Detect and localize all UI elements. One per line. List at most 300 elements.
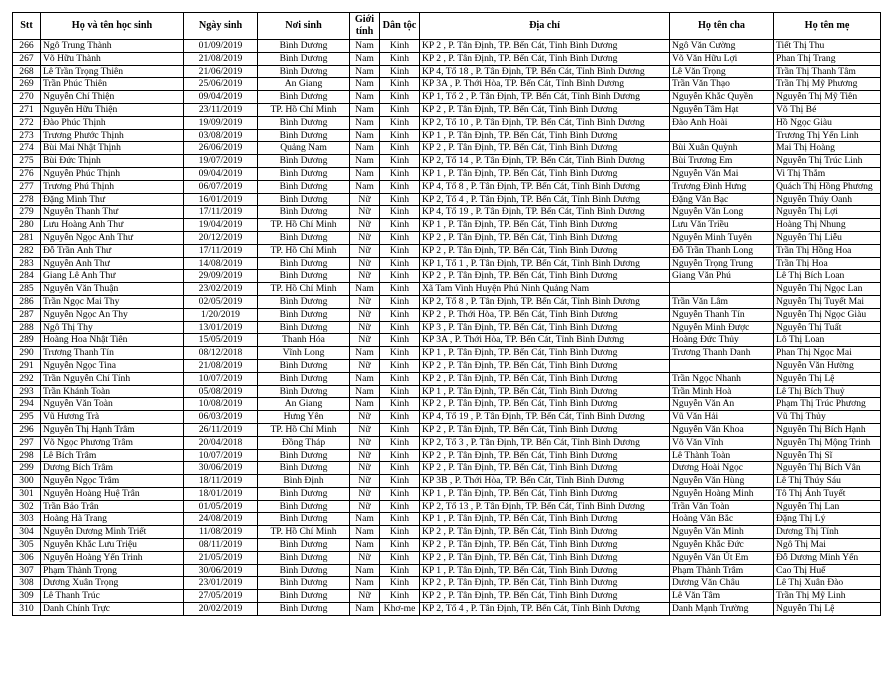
table-header [13,13,881,40]
header-row [13,13,881,40]
cell-student-name: Trần Nguyễn Chí Tính [41,372,184,385]
cell-birth-date: 27/05/2019 [184,590,258,603]
table-row [13,180,881,193]
cell-student-name: Nguyễn Hữu Thiện [41,103,184,116]
cell-mother-name: Lô Thị Loan [774,334,881,347]
cell-gender: Nữ [350,359,380,372]
cell-father-name: Nguyễn Văn Minh [670,526,774,539]
cell-birth-place: Thanh Hóa [258,334,350,347]
cell-gender: Nam [350,398,380,411]
cell-father-name: Nguyễn Khắc Đức [670,539,774,552]
cell-birth-place: Bình Dương [258,577,350,590]
cell-mother-name: Hoàng Thị Nhung [774,219,881,232]
cell-birth-place: Bình Dương [258,193,350,206]
cell-gender: Nam [350,347,380,360]
cell-gender: Nam [350,103,380,116]
cell-ethnicity: Kinh [380,539,420,552]
cell-stt: 275 [13,155,41,168]
cell-birth-place: Bình Dương [258,180,350,193]
cell-ethnicity: Kinh [380,500,420,513]
cell-stt: 280 [13,219,41,232]
cell-gender: Nữ [350,193,380,206]
cell-student-name: Bùi Mai Nhật Thịnh [41,142,184,155]
cell-address: KP 2 , P. Tân Định, TP. Bến Cát, Tỉnh Bình Dương [420,359,670,372]
cell-ethnicity: Kinh [380,577,420,590]
cell-student-name: Nguyễn Thị Hạnh Trâm [41,423,184,436]
cell-mother-name: Tiết Thị Thu [774,40,881,53]
cell-stt: 282 [13,244,41,257]
cell-stt: 281 [13,231,41,244]
cell-mother-name: Quách Thị Hồng Phương [774,180,881,193]
cell-mother-name: Dương Thị Tính [774,526,881,539]
cell-father-name: Danh Mạnh Trường [670,603,774,616]
cell-address: KP 2, Tổ 4 , P. Tân Định, TP. Bến Cát, Tỉnh Bình Dương [420,603,670,616]
table-row [13,219,881,232]
cell-mother-name: Lê Thị Thúy Sáu [774,475,881,488]
cell-address: KP 2 , P. Tân Định, TP. Bến Cát, Tỉnh Bình Dương [420,577,670,590]
cell-birth-place: Bình Dương [258,487,350,500]
cell-gender: Nữ [350,244,380,257]
cell-student-name: Nguyễn Ngọc Anh Thư [41,231,184,244]
cell-gender: Nam [350,539,380,552]
cell-stt: 300 [13,475,41,488]
cell-birth-place: Hưng Yên [258,411,350,424]
cell-birth-place: Bình Dương [258,167,350,180]
cell-ethnicity: Kinh [380,411,420,424]
table-row [13,167,881,180]
cell-address: KP 2 , P. Tân Định, TP. Bến Cát, Tỉnh Bình Dương [420,526,670,539]
cell-gender: Nữ [350,219,380,232]
cell-gender: Nam [350,78,380,91]
cell-birth-date: 26/11/2019 [184,423,258,436]
cell-address: KP 1 , P. Tân Định, TP. Bến Cát, Tỉnh Bình Dương [420,129,670,142]
cell-birth-date: 03/08/2019 [184,129,258,142]
cell-birth-date: 02/05/2019 [184,295,258,308]
cell-birth-date: 06/07/2019 [184,180,258,193]
cell-birth-place: Bình Định [258,475,350,488]
cell-stt: 304 [13,526,41,539]
cell-gender: Nam [350,577,380,590]
cell-birth-place: An Giang [258,78,350,91]
cell-ethnicity: Kinh [380,385,420,398]
cell-birth-date: 24/08/2019 [184,513,258,526]
cell-stt: 296 [13,423,41,436]
cell-ethnicity: Kinh [380,129,420,142]
cell-ethnicity: Kinh [380,347,420,360]
cell-address: KP 3 , P. Tân Định, TP. Bến Cát, Tỉnh Bình Dương [420,321,670,334]
cell-father-name: Đào Anh Hoài [670,116,774,129]
cell-ethnicity: Kinh [380,423,420,436]
cell-stt: 297 [13,436,41,449]
cell-stt: 307 [13,564,41,577]
cell-stt: 274 [13,142,41,155]
cell-mother-name: Nguyễn Thị Lợi [774,206,881,219]
cell-mother-name: Phạm Thị Trúc Phương [774,398,881,411]
table-row [13,295,881,308]
cell-address: KP 4, Tổ 19 , P. Tân Định, TP. Bến Cát, Tỉnh Bình Dương [420,206,670,219]
cell-student-name: Bùi Đức Thịnh [41,155,184,168]
cell-stt: 302 [13,500,41,513]
cell-birth-place: Quảng Nam [258,142,350,155]
cell-birth-place: Bình Dương [258,603,350,616]
cell-father-name: Trương Thanh Danh [670,347,774,360]
cell-ethnicity: Kinh [380,295,420,308]
cell-student-name: Hoàng Hà Trang [41,513,184,526]
cell-gender: Nữ [350,257,380,270]
cell-mother-name: Tô Thị Ánh Tuyết [774,487,881,500]
cell-student-name: Đỗ Trần Anh Thư [41,244,184,257]
cell-address: KP 2 , P. Tân Định, TP. Bến Cát, Tỉnh Bình Dương [420,590,670,603]
cell-birth-date: 26/06/2019 [184,142,258,155]
cell-address: KP 1 , P. Tân Định, TP. Bến Cát, Tỉnh Bình Dương [420,219,670,232]
cell-mother-name: Trần Thị Hoa [774,257,881,270]
cell-father-name: Nguyễn Tâm Hạt [670,103,774,116]
cell-student-name: Nguyễn Ngọc An Thy [41,308,184,321]
cell-stt: 272 [13,116,41,129]
cell-gender: Nam [350,65,380,78]
cell-birth-place: Bình Dương [258,372,350,385]
cell-student-name: Nguyễn Hoàng Yến Trinh [41,551,184,564]
cell-birth-place: Bình Dương [258,231,350,244]
table-row [13,231,881,244]
cell-gender: Nữ [350,436,380,449]
cell-ethnicity: Kinh [380,193,420,206]
cell-address: KP 2 , P. Tân Định, TP. Bến Cát, Tỉnh Bình Dương [420,244,670,257]
cell-ethnicity: Kinh [380,116,420,129]
cell-gender: Nữ [350,308,380,321]
table-row [13,500,881,513]
cell-birth-date: 08/12/2018 [184,347,258,360]
cell-student-name: Phạm Thành Trọng [41,564,184,577]
cell-mother-name: Nguyễn Thị Bích Vân [774,462,881,475]
cell-gender: Nam [350,513,380,526]
cell-address: KP 4, Tổ 19 , P. Tân Định, TP. Bến Cát, Tỉnh Bình Dương [420,411,670,424]
cell-stt: 273 [13,129,41,142]
cell-mother-name: Phan Thị Trang [774,52,881,65]
cell-mother-name: Lê Thị Xuân Đào [774,577,881,590]
cell-birth-place: Bình Dương [258,295,350,308]
cell-stt: 310 [13,603,41,616]
table-row [13,603,881,616]
cell-mother-name: Nguyễn Thúy Oanh [774,193,881,206]
cell-father-name: Lê Thành Toàn [670,449,774,462]
cell-student-name: Lê Trần Trọng Thiên [41,65,184,78]
cell-student-name: Trương Thanh Tín [41,347,184,360]
cell-birth-date: 21/05/2019 [184,551,258,564]
cell-ethnicity: Khơ-me [380,603,420,616]
cell-birth-date: 21/08/2019 [184,52,258,65]
cell-birth-date: 1/20/2019 [184,308,258,321]
cell-birth-date: 21/06/2019 [184,65,258,78]
cell-student-name: Ngô Thị Thy [41,321,184,334]
cell-ethnicity: Kinh [380,78,420,91]
cell-father-name: Nguyễn Minh Tuyên [670,231,774,244]
cell-mother-name: Trần Thị Thanh Tâm [774,65,881,78]
cell-address: KP 2 , P. Thới Hòa, TP. Bến Cát, Tỉnh Bình Dương [420,308,670,321]
cell-student-name: Nguyễn Anh Thư [41,257,184,270]
cell-student-name: Lê Thanh Trúc [41,590,184,603]
cell-mother-name: Phan Thị Ngọc Mai [774,347,881,360]
cell-mother-name: Vi Thị Thắm [774,167,881,180]
cell-address: KP 1 , P. Tân Định, TP. Bến Cát, Tỉnh Bình Dương [420,385,670,398]
table-row [13,539,881,552]
cell-stt: 299 [13,462,41,475]
cell-birth-date: 09/04/2019 [184,167,258,180]
cell-student-name: Ngô Trung Thành [41,40,184,53]
cell-mother-name: Nguyễn Thị Ngọc Giàu [774,308,881,321]
cell-birth-place: Bình Dương [258,564,350,577]
cell-student-name: Nguyễn Phúc Thịnh [41,167,184,180]
cell-student-name: Nguyễn Dương Minh Triết [41,526,184,539]
table-row [13,52,881,65]
cell-student-name: Trương Phước Thịnh [41,129,184,142]
cell-father-name: Võ Văn Vĩnh [670,436,774,449]
table-row [13,577,881,590]
cell-birth-date: 08/11/2019 [184,539,258,552]
cell-ethnicity: Kinh [380,155,420,168]
cell-ethnicity: Kinh [380,590,420,603]
cell-ethnicity: Kinh [380,206,420,219]
table-row [13,398,881,411]
table-row [13,257,881,270]
cell-student-name: Đào Phúc Thịnh [41,116,184,129]
cell-birth-date: 23/02/2019 [184,283,258,296]
header-ethnicity: Dân tộc [380,13,420,40]
cell-father-name: Nguyễn Văn Út Em [670,551,774,564]
table-row [13,487,881,500]
cell-father-name: Trần Minh Hoà [670,385,774,398]
table-row [13,462,881,475]
cell-birth-date: 19/07/2019 [184,155,258,168]
cell-mother-name: Vũ Thị Thủy [774,411,881,424]
cell-address: KP 2 , P. Tân Định, TP. Bến Cát, Tỉnh Bình Dương [420,52,670,65]
cell-birth-date: 30/06/2019 [184,564,258,577]
cell-father-name: Phạm Thành Trâm [670,564,774,577]
cell-student-name: Trần Phúc Thiên [41,78,184,91]
table-row [13,142,881,155]
cell-stt: 270 [13,91,41,104]
cell-gender: Nam [350,91,380,104]
cell-stt: 266 [13,40,41,53]
cell-father-name: Võ Văn Hữu Lợi [670,52,774,65]
table-row [13,40,881,53]
cell-stt: 293 [13,385,41,398]
cell-stt: 290 [13,347,41,360]
cell-father-name [670,283,774,296]
cell-address: KP 2 , P. Tân Định, TP. Bến Cát, Tỉnh Bình Dương [420,449,670,462]
cell-mother-name: Nguyễn Thị Tuất [774,321,881,334]
cell-father-name: Trần Văn Thạo [670,78,774,91]
cell-birth-place: Bình Dương [258,539,350,552]
cell-birth-place: Vĩnh Long [258,347,350,360]
cell-birth-date: 17/11/2019 [184,244,258,257]
cell-student-name: Danh Chính Trực [41,603,184,616]
cell-mother-name: Nguyễn Thị Bích Hạnh [774,423,881,436]
cell-father-name: Nguyễn Văn Hùng [670,475,774,488]
cell-birth-date: 10/07/2019 [184,449,258,462]
table-row [13,129,881,142]
cell-mother-name: Nguyễn Thị Tuyết Mai [774,295,881,308]
table-row [13,155,881,168]
cell-mother-name: Hồ Ngọc Giàu [774,116,881,129]
cell-address: KP 2, Tổ 8 , P. Tân Định, TP. Bến Cát, Tỉnh Bình Dương [420,295,670,308]
cell-address: KP 2 , P. Tân Định, TP. Bến Cát, Tỉnh Bình Dương [420,40,670,53]
cell-gender: Nữ [350,321,380,334]
cell-stt: 286 [13,295,41,308]
cell-father-name: Giang Văn Phú [670,270,774,283]
table-row [13,564,881,577]
cell-father-name: Nguyễn Khắc Quyền [670,91,774,104]
cell-father-name [670,359,774,372]
cell-birth-date: 19/04/2019 [184,219,258,232]
table-row [13,423,881,436]
cell-student-name: Nguyễn Chí Thiện [41,91,184,104]
cell-stt: 303 [13,513,41,526]
cell-gender: Nam [350,283,380,296]
cell-birth-date: 18/01/2019 [184,487,258,500]
cell-stt: 271 [13,103,41,116]
cell-student-name: Hoàng Hoa Nhật Tiên [41,334,184,347]
cell-ethnicity: Kinh [380,142,420,155]
cell-ethnicity: Kinh [380,564,420,577]
cell-birth-date: 18/11/2019 [184,475,258,488]
cell-mother-name: Lê Thị Bích Thuỷ [774,385,881,398]
cell-father-name [670,129,774,142]
cell-ethnicity: Kinh [380,487,420,500]
cell-gender: Nam [350,167,380,180]
cell-stt: 298 [13,449,41,462]
cell-birth-date: 29/09/2019 [184,270,258,283]
cell-birth-place: Bình Dương [258,65,350,78]
cell-birth-place: Bình Dương [258,359,350,372]
cell-father-name: Trương Đình Hưng [670,180,774,193]
cell-gender: Nữ [350,500,380,513]
cell-gender: Nam [350,603,380,616]
cell-father-name: Dương Hoài Ngọc [670,462,774,475]
cell-address: KP 2 , P. Tân Định, TP. Bến Cát, Tỉnh Bình Dương [420,539,670,552]
cell-stt: 294 [13,398,41,411]
cell-gender: Nữ [350,295,380,308]
cell-father-name: Bùi Trương Em [670,155,774,168]
cell-birth-place: Bình Dương [258,116,350,129]
cell-ethnicity: Kinh [380,91,420,104]
cell-ethnicity: Kinh [380,65,420,78]
header-birth-date: Ngày sinh [184,13,258,40]
cell-birth-date: 17/11/2019 [184,206,258,219]
cell-ethnicity: Kinh [380,449,420,462]
cell-birth-date: 05/08/2019 [184,385,258,398]
cell-birth-date: 20/12/2019 [184,231,258,244]
table-row [13,78,881,91]
cell-mother-name: Võ Thị Bé [774,103,881,116]
cell-birth-date: 10/08/2019 [184,398,258,411]
cell-student-name: Vũ Hương Trà [41,411,184,424]
cell-father-name: Vũ Văn Hải [670,411,774,424]
table-row [13,103,881,116]
cell-stt: 308 [13,577,41,590]
header-student-name: Họ và tên học sinh [41,13,184,40]
cell-mother-name: Trương Thị Yến Linh [774,129,881,142]
cell-gender: Nam [350,116,380,129]
cell-stt: 277 [13,180,41,193]
cell-birth-place: Bình Dương [258,270,350,283]
cell-birth-place: TP. Hồ Chí Minh [258,103,350,116]
cell-address: KP 3A , P. Thới Hòa, TP. Bến Cát, Tỉnh Bình Dương [420,334,670,347]
cell-birth-date: 19/09/2019 [184,116,258,129]
cell-birth-place: Bình Dương [258,500,350,513]
cell-address: KP 1 , P. Tân Định, TP. Bến Cát, Tỉnh Bình Dương [420,564,670,577]
cell-mother-name: Cao Thị Huế [774,564,881,577]
cell-address: KP 4, Tổ 8 , P. Tân Định, TP. Bến Cát, Tỉnh Bình Dương [420,180,670,193]
cell-ethnicity: Kinh [380,167,420,180]
cell-student-name: Võ Hữu Thành [41,52,184,65]
cell-stt: 276 [13,167,41,180]
cell-father-name: Trần Văn Toàn [670,500,774,513]
cell-birth-date: 30/06/2019 [184,462,258,475]
cell-student-name: Nguyễn Văn Thuận [41,283,184,296]
cell-birth-place: TP. Hồ Chí Minh [258,244,350,257]
cell-ethnicity: Kinh [380,103,420,116]
cell-ethnicity: Kinh [380,257,420,270]
cell-address: KP 2, Tổ 10 , P. Tân Định, TP. Bến Cát, Tỉnh Bình Dương [420,116,670,129]
cell-birth-place: Bình Dương [258,308,350,321]
table-row [13,244,881,257]
cell-mother-name: Nguyễn Thị Lan [774,500,881,513]
cell-address: KP 3A , P. Thới Hòa, TP. Bến Cát, Tỉnh Bình Dương [420,78,670,91]
cell-father-name: Nguyễn Trọng Trung [670,257,774,270]
cell-ethnicity: Kinh [380,321,420,334]
cell-birth-date: 10/07/2019 [184,372,258,385]
table-row [13,436,881,449]
cell-father-name: Lưu Văn Triều [670,219,774,232]
cell-gender: Nam [350,564,380,577]
cell-birth-place: Bình Dương [258,321,350,334]
cell-address: KP 1 , P. Tân Định, TP. Bến Cát, Tỉnh Bình Dương [420,487,670,500]
cell-address: KP 2 , P. Tân Định, TP. Bến Cát, Tỉnh Bình Dương [420,231,670,244]
cell-address: KP 2 , P. Tân Định, TP. Bến Cát, Tỉnh Bình Dương [420,462,670,475]
cell-ethnicity: Kinh [380,462,420,475]
cell-ethnicity: Kinh [380,436,420,449]
cell-mother-name: Lê Thị Bích Loan [774,270,881,283]
cell-stt: 279 [13,206,41,219]
cell-birth-place: Bình Dương [258,91,350,104]
cell-gender: Nữ [350,411,380,424]
cell-student-name: Dương Xuân Trọng [41,577,184,590]
table-row [13,321,881,334]
cell-address: KP 1 , P. Tân Định, TP. Bến Cát, Tỉnh Bình Dương [420,167,670,180]
cell-student-name: Trương Phú Thịnh [41,180,184,193]
cell-ethnicity: Kinh [380,526,420,539]
cell-birth-place: TP. Hồ Chí Minh [258,526,350,539]
header-mother-name: Họ tên mẹ [774,13,881,40]
table-body [13,40,881,616]
cell-father-name: Nguyễn Hoàng Minh [670,487,774,500]
cell-birth-place: Bình Dương [258,129,350,142]
cell-father-name: Nguyễn Văn An [670,398,774,411]
cell-stt: 301 [13,487,41,500]
cell-birth-place: An Giang [258,398,350,411]
table-row [13,347,881,360]
cell-student-name: Trần Khánh Toàn [41,385,184,398]
cell-address: KP 2 , P. Tân Định, TP. Bến Cát, Tỉnh Bình Dương [420,423,670,436]
cell-stt: 285 [13,283,41,296]
cell-address: KP 2, Tổ 4 , P. Tân Định, TP. Bến Cát, Tỉnh Bình Dương [420,193,670,206]
cell-father-name: Nguyễn Minh Được [670,321,774,334]
table-row [13,193,881,206]
cell-father-name: Dương Văn Châu [670,577,774,590]
cell-address: KP 2 , P. Tân Định, TP. Bến Cát, Tỉnh Bình Dương [420,270,670,283]
cell-ethnicity: Kinh [380,398,420,411]
